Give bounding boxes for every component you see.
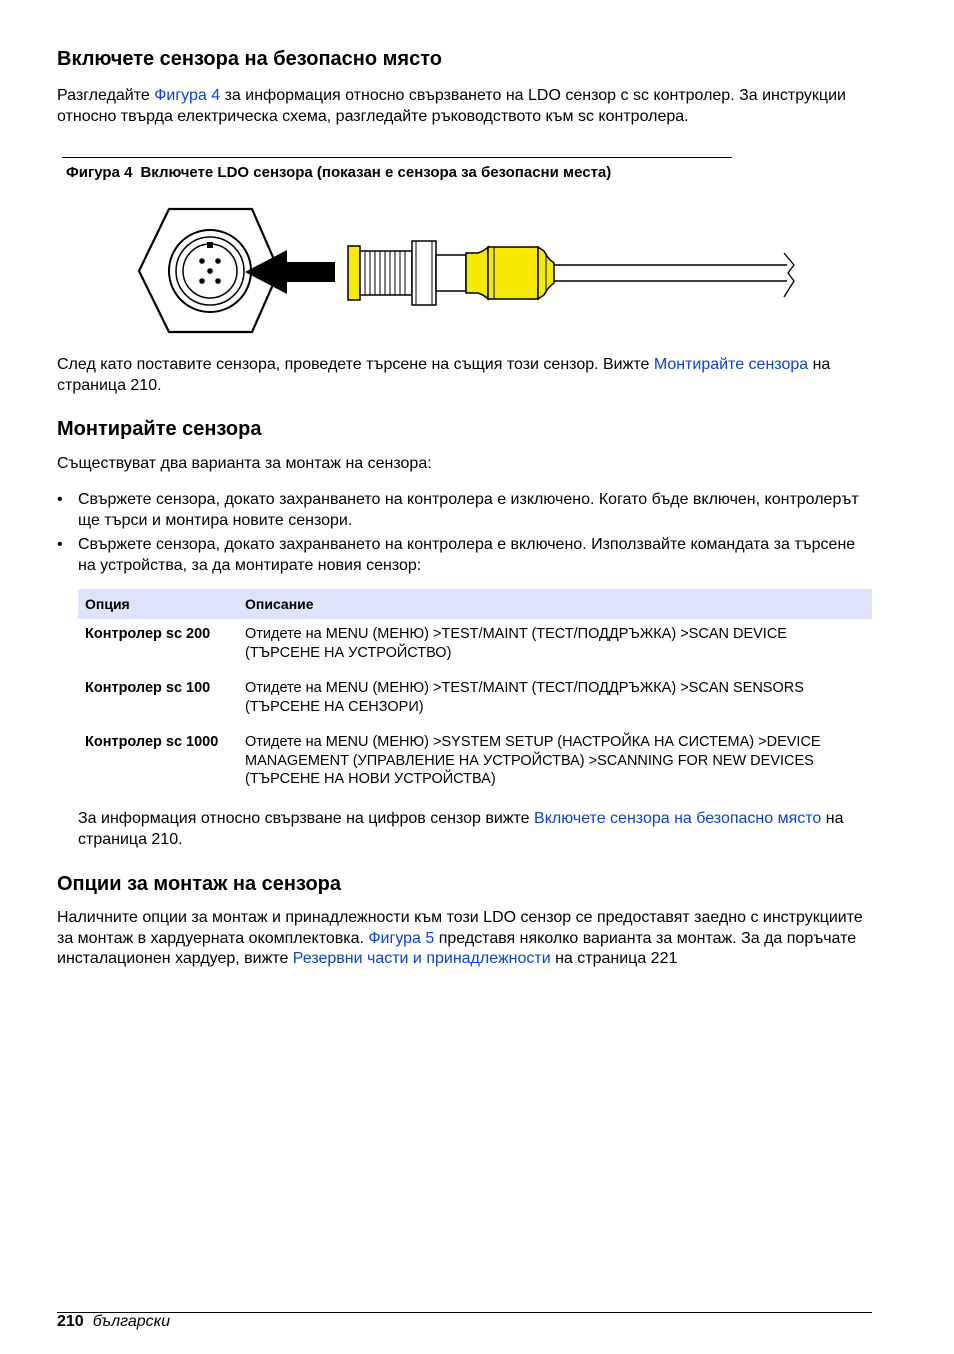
footer-language: български [92,1313,171,1330]
section-heading-install: Монтирайте сензора [57,418,262,440]
list-item: • Свържете сензора, докато захранването на контролера е изключено. Когато бъде включен, контролерът ще търси и монтира новите сензори. [57,491,859,529]
link-install-sensor[interactable]: Монтирайте сензора [653,356,809,373]
table-row [78,619,872,673]
link-figure-4[interactable]: Фигура 4 [154,87,221,104]
figure-rule [62,157,732,158]
column-header-option: Опция [78,589,238,619]
table-row [78,673,872,727]
link-spare-parts[interactable]: Резервни части и принадлежности [292,950,551,967]
link-connect-safe-location[interactable]: Включете сензора на безопасно място [534,810,822,827]
page-footer [57,1313,170,1331]
sensor-cable [554,253,794,297]
table-row [78,727,872,800]
connector-figure [62,195,802,347]
section-heading-connect: Включете сензора на безопасно място [57,48,442,70]
link-figure-5[interactable]: Фигура 5 [368,929,435,947]
footer-rule [57,1312,872,1313]
page-number: 210 [57,1313,84,1330]
install-options-list [57,490,872,580]
section-heading-mounting-options: Опции за монтаж на сензора [57,873,342,895]
controller-options-table [78,589,872,800]
paragraph-mounting-options: Наличните опции за монтаж и принадлежности към този LDO сензор се предоставят заедно с инструкциите за монтаж в хардуерната окомплектовка. Фигура 5 представя няколко варианта за монтаж. За да поръчате инсталационен хардуер, вижте Резервни части и принадлежности на страница 221 [57,909,863,967]
figure-caption: Фигура 4 Включете LDO сензора (показан е сензора за безопасни места) [66,164,612,181]
description-cell: Отидете на MENU (МЕНЮ) >SYSTEM SETUP (НАСТРОЙКА НА СИСТЕМА) >DEVICE MANAGEMENT (УПРАВЛЕНИЕ НА УСТРОЙСТВА) >SCANNING FOR NEW DEVICES (ТЪРСЕНЕ НА НОВИ УСТРОЙСТВА) [245,734,821,787]
option-cell: Контролер sc 1000 [85,734,219,750]
paragraph-install-intro: Съществуват два варианта за монтаж на сензора: [57,455,432,472]
sensor-plug [348,241,554,305]
description-cell: Отидете на MENU (МЕНЮ) >TEST/MAINT (ТЕСТ/ПОДДРЪЖКА) >SCAN SENSORS (ТЪРСЕНЕ НА СЕНЗОРИ) [245,680,804,715]
column-header-description: Описание [238,589,872,619]
paragraph-connect-intro: Разгледайте Фигура 4 за информация относно свързването на LDO сензор с sc контролер. За инструкции относно твърда електрическа схема, разгледайте ръководството към sc контролера. [57,87,846,125]
option-cell: Контролер sc 200 [85,626,211,642]
description-cell: Отидете на MENU (МЕНЮ) >TEST/MAINT (ТЕСТ/ПОДДРЪЖКА) >SCAN DEVICE (ТЪРСЕНЕ НА УСТРОЙСТВО) [245,626,787,661]
list-item: • Свържете сензора, докато захранването на контролера е включено. Използвайте командата за търсене на устройства, за да монтирате новия сензор: [57,536,856,574]
option-cell: Контролер sc 100 [85,680,211,696]
table-header-row [78,589,872,619]
paragraph-digital-sensor-note: За информация относно свързване на цифров сензор вижте Включете сензора на безопасно място на страница 210. [78,810,844,848]
paragraph-after-connect: След като поставите сензора, проведете търсене на същия този сензор. Вижте Монтирайте сензора на страница 210. [57,356,831,394]
